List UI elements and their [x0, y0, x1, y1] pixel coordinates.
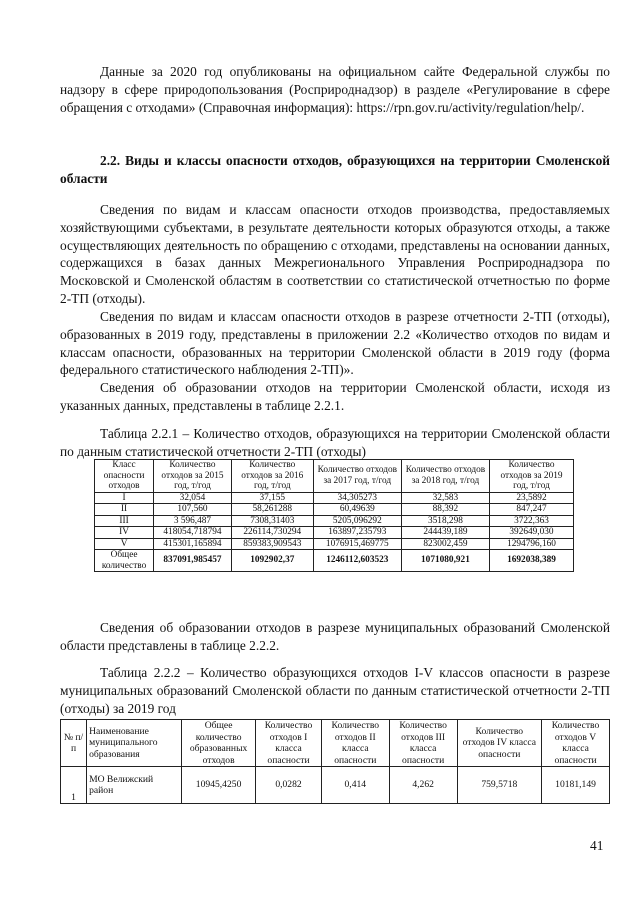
t1-cell: 107,560	[154, 504, 232, 516]
section-paragraph-1: Сведения по видам и классам опасности отходов производства, предоставляемых хозяйствующими субъектами, в результате деятельности которых образуются отходы, а также осуществляющих деятельность по обращению с отходами, представлены на основании данных, содержащихся в базах данных Межрегионального Управления Росприроднадзора по Московской и Смоленской областям в соответствии со статистической отчетностью по форме 2-ТП (отходы).	[60, 202, 610, 306]
t2-header-class4: Количество отходов IV класса опасности	[457, 720, 542, 767]
t1-cell: 88,392	[401, 504, 489, 516]
t2-header-class2: Количество отходов II класса опасности	[321, 720, 389, 767]
t1-cell: 58,261288	[231, 504, 313, 516]
t1-cell: I	[95, 492, 154, 504]
t1-cell: 32,583	[401, 492, 489, 504]
t2-cell: 759,5718	[457, 767, 542, 804]
t1-cell: 3518,298	[401, 515, 489, 527]
t2-header-total: Общее количество образованных отходов	[182, 720, 256, 767]
table-row	[95, 515, 574, 527]
t1-header-2018: Количество отходов за 2018 год, т/год	[401, 460, 489, 493]
table2-header-row	[61, 720, 610, 767]
t1-cell: V	[95, 538, 154, 550]
section-heading: 2.2. Виды и классы опасности отходов, образующихся на территории Смоленской области	[60, 153, 610, 186]
t2-cell: 10945,4250	[182, 767, 256, 804]
table-waste-by-class	[94, 459, 574, 572]
t1-cell: 3722,363	[490, 515, 574, 527]
t1-total-cell: 1246112,603523	[313, 550, 401, 572]
t1-header-2017: Количество отходов за 2017 год, т/год	[313, 460, 401, 493]
t1-cell: 32,054	[154, 492, 232, 504]
section-paragraph-2: Сведения по видам и классам опасности отходов в разрезе отчетности 2-ТП (отходы), образованных в 2019 году, представлены в приложении 2.2 «Количество отходов по видам и классам опасности, образованных на территории Смоленской области в 2019 году (форма федерального статистического наблюдения 2-ТП)».	[60, 309, 610, 378]
t1-cell: 418054,718794	[154, 527, 232, 539]
table-row	[95, 492, 574, 504]
t1-cell: IV	[95, 527, 154, 539]
t1-cell: 392649,030	[490, 527, 574, 539]
t1-cell: 244439,189	[401, 527, 489, 539]
t1-header-class: Класс опасности отходов	[95, 460, 154, 493]
t1-cell: 37,155	[231, 492, 313, 504]
t1-header-2019: Количество отходов за 2019 год, т/год	[490, 460, 574, 493]
table-row	[95, 538, 574, 550]
t1-cell: 226114,730294	[231, 527, 313, 539]
table1-total-row	[95, 550, 574, 572]
t2-cell: 1	[61, 767, 87, 804]
t2-cell: 0,0282	[256, 767, 322, 804]
t1-cell: 7308,31403	[231, 515, 313, 527]
table1-caption: Таблица 2.2.1 – Количество отходов, образующихся на территории Смоленской области по данным статистической отчетности 2-ТП (отходы)	[60, 426, 610, 459]
t1-cell: 5205,096292	[313, 515, 401, 527]
t2-header-class3: Количество отходов III класса опасности	[389, 720, 457, 767]
t2-cell: 0,414	[321, 767, 389, 804]
t1-cell: 163897,235793	[313, 527, 401, 539]
intro-paragraph: Данные за 2020 год опубликованы на официальном сайте Федеральной службы по надзору в сфере природопользования (Росприроднадзор) в разделе «Регулирование в сфере обращения с отходами» (Справочная информация): https://rpn.gov.ru/activity/regulation/help/.	[60, 64, 610, 115]
t1-total-cell: 1071080,921	[401, 550, 489, 572]
t2-cell: 4,262	[389, 767, 457, 804]
t1-total-cell: 1092902,37	[231, 550, 313, 572]
t2-header-class5: Количество отходов V класса опасности	[542, 720, 610, 767]
t1-cell: III	[95, 515, 154, 527]
table1-header-row	[95, 460, 574, 493]
t1-cell: 23,5892	[490, 492, 574, 504]
t1-cell: 60,49639	[313, 504, 401, 516]
t1-cell: II	[95, 504, 154, 516]
table-row	[95, 527, 574, 539]
page-number: 41	[590, 838, 604, 853]
t2-cell: МО Велижский район	[87, 767, 182, 804]
table-row	[95, 504, 574, 516]
table-waste-by-municipality	[60, 719, 610, 804]
t1-total-cell: 1692038,389	[490, 550, 574, 572]
t1-cell: 1076915,469775	[313, 538, 401, 550]
t2-header-name: Наименование муниципального образования	[87, 720, 182, 767]
t1-header-2016: Количество отходов за 2016 год, т/год	[231, 460, 313, 493]
t1-header-2015: Количество отходов за 2015 год, т/год	[154, 460, 232, 493]
t1-cell: 823002,459	[401, 538, 489, 550]
t1-cell: 415301,165894	[154, 538, 232, 550]
t1-cell: 34,305273	[313, 492, 401, 504]
t1-total-cell: 837091,985457	[154, 550, 232, 572]
mid-paragraph: Сведения об образовании отходов в разрезе муниципальных образований Смоленской области представлены в таблице 2.2.2.	[60, 620, 610, 653]
t1-cell: 847,247	[490, 504, 574, 516]
t1-cell: 859383,909543	[231, 538, 313, 550]
section-paragraph-3: Сведения об образовании отходов на территории Смоленской области, исходя из указанных данных, представлены в таблице 2.2.1.	[60, 380, 610, 413]
t2-cell: 10181,149	[542, 767, 610, 804]
table2-caption: Таблица 2.2.2 – Количество образующихся отходов I-V классов опасности в разрезе муниципальных образований Смоленской области по данным статистической отчетности 2-ТП (отходы) за 2019 год	[60, 665, 610, 716]
t2-header-num: № п/п	[61, 720, 87, 767]
t1-cell: 1294796,160	[490, 538, 574, 550]
table-row	[61, 767, 610, 804]
t2-header-class1: Количество отходов I класса опасности	[256, 720, 322, 767]
t1-cell: 3 596,487	[154, 515, 232, 527]
t1-total-label: Общее количество	[95, 550, 154, 572]
